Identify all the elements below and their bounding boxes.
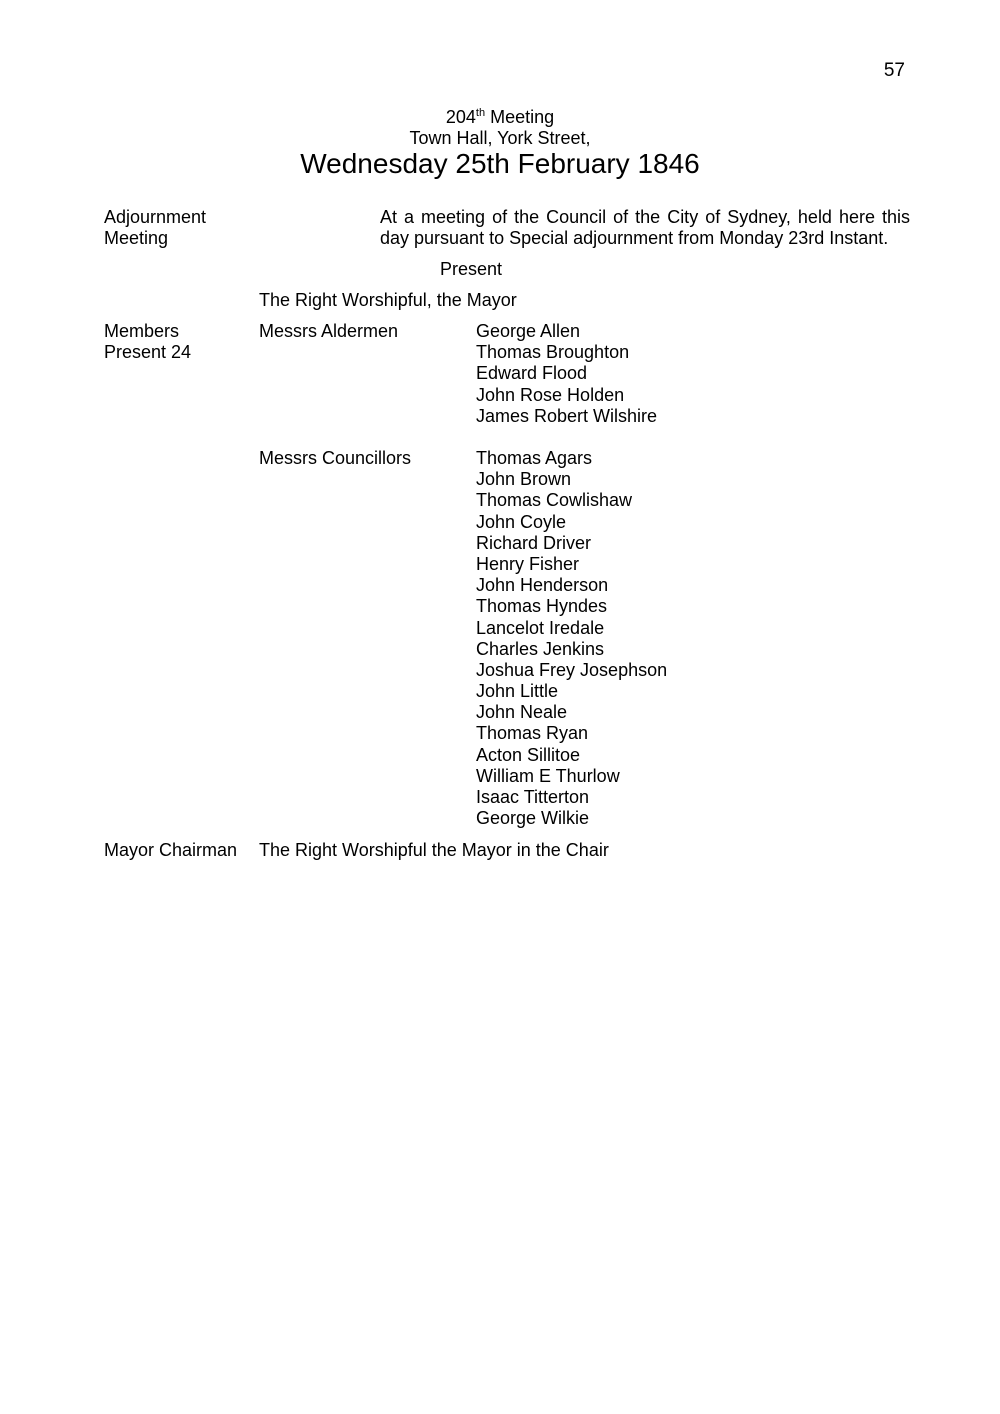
- alderman-name: James Robert Wilshire: [476, 405, 658, 426]
- councillors-list: [476, 448, 667, 829]
- meeting-word: Meeting: [490, 107, 555, 127]
- members-margin-line1: Members: [104, 321, 180, 341]
- councillor-name: Lancelot Iredale: [476, 617, 605, 638]
- councillor-name: Thomas Agars: [476, 448, 593, 468]
- alderman-name: John Rose Holden: [476, 384, 625, 405]
- councillor-name: John Neale: [476, 702, 568, 723]
- councillor-name: John Coyle: [476, 511, 567, 532]
- page-number: 57: [883, 60, 905, 81]
- alderman-name: Thomas Broughton: [476, 342, 630, 363]
- members-margin-line2: Present 24: [104, 342, 192, 363]
- adjournment-margin-note: [104, 207, 206, 249]
- chair-text: The Right Worshipful the Mayor in the Chair: [259, 840, 609, 860]
- adjournment-margin-line2: Meeting: [104, 228, 169, 249]
- councillor-name: Henry Fisher: [476, 553, 580, 574]
- alderman-name: George Allen: [476, 321, 581, 341]
- councillor-name: Acton Sillitoe: [476, 744, 581, 765]
- councillor-name: Isaac Titterton: [476, 787, 590, 807]
- members-margin-note: [104, 321, 191, 363]
- meeting-location: Town Hall, York Street,: [409, 128, 591, 148]
- councillor-name: John Brown: [476, 469, 572, 490]
- councillor-name: Joshua Frey Josephson: [476, 659, 668, 680]
- councillor-name: John Henderson: [476, 575, 609, 596]
- councillor-name: Richard Driver: [476, 532, 592, 553]
- councillors-label: Messrs Councillors: [259, 448, 412, 468]
- councillor-name: William E Thurlow: [476, 765, 620, 786]
- councillor-name: Thomas Cowlishaw: [476, 490, 633, 511]
- councillor-name: Charles Jenkins: [476, 638, 605, 659]
- aldermen-label: Messrs Aldermen: [259, 321, 399, 341]
- adjournment-text: At a meeting of the Council of the City of Sydney, held here this day pursuant to Special adjournment from Monday 23rd Instant.: [380, 207, 910, 249]
- meeting-number-value: 204: [445, 107, 476, 127]
- aldermen-list: [476, 321, 657, 427]
- meeting-number-suffix: th: [475, 107, 486, 119]
- councillor-name: Thomas Hyndes: [476, 596, 608, 617]
- councillor-name: John Little: [476, 681, 559, 702]
- chair-margin-note: Mayor Chairman: [104, 840, 238, 860]
- councillor-name: George Wilkie: [476, 808, 590, 829]
- councillor-name: Thomas Ryan: [476, 723, 589, 744]
- alderman-name: Edward Flood: [476, 363, 588, 384]
- meeting-number: [0, 107, 1000, 128]
- mayor-present: The Right Worshipful, the Mayor: [259, 290, 517, 310]
- meeting-date: Wednesday 25th February 1846: [300, 148, 700, 179]
- adjournment-margin-line1: Adjournment: [104, 207, 207, 227]
- present-label: Present: [440, 259, 503, 279]
